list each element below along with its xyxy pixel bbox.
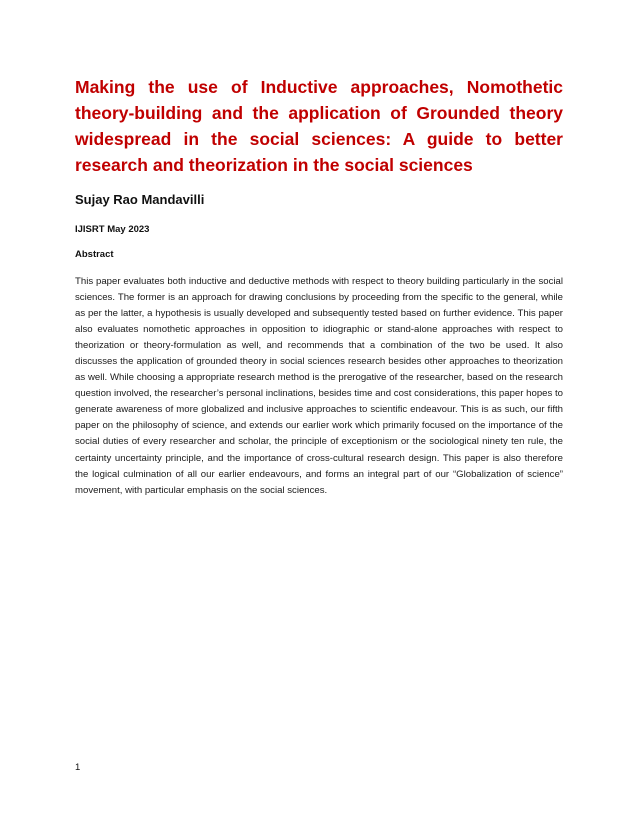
journal-info: IJISRT May 2023 [75,224,150,235]
page-number: 1 [75,762,81,773]
author-name: Sujay Rao Mandavilli [75,192,205,207]
abstract-body: This paper evaluates both inductive and deductive methods with respect to theory building particularly in the social sciences. The former is an approach for drawing conclusions by proceeding from the specific to the general, while as per the latter, a hypothesis is usually developed and subsequently tested based on further evidence. This paper also evaluates nomothetic approaches in opposition to idiographic or stand-alone approaches with respect to theorization or theory-formulation as well, and recommends that a combination of the two be used. It also discusses the application of grounded theory in social sciences research besides other approaches to theorization as well. While choosing a appropriate research method is the prerogative of the researcher, based on the research question involved, the researcher’s personal inclinations, besides time and cost considerations, this paper hopes to generate awareness of more globalized and inclusive approaches to scientific endeavour. This is as such, our fifth paper on the philosophy of science, and extends our earlier work which primarily focused on the importance of the social duties of every researcher and scholar, the principle of exceptionism or the sociological ninety ten rule, the certainty uncertainty principle, and the importance of cross-cultural research design. This paper is also therefore the logical culmination of all our earlier endeavours, and forms an integral part of our “Globalization of science” movement, with particular emphasis on the social sciences. [75,276,563,496]
abstract-heading: Abstract [75,249,114,260]
paper-title: Making the use of Inductive approaches, Nomothetic theory-building and the application of Grounded theory widespread in the social sciences: A guide to better research and theorization in the social sciences [75,77,563,175]
